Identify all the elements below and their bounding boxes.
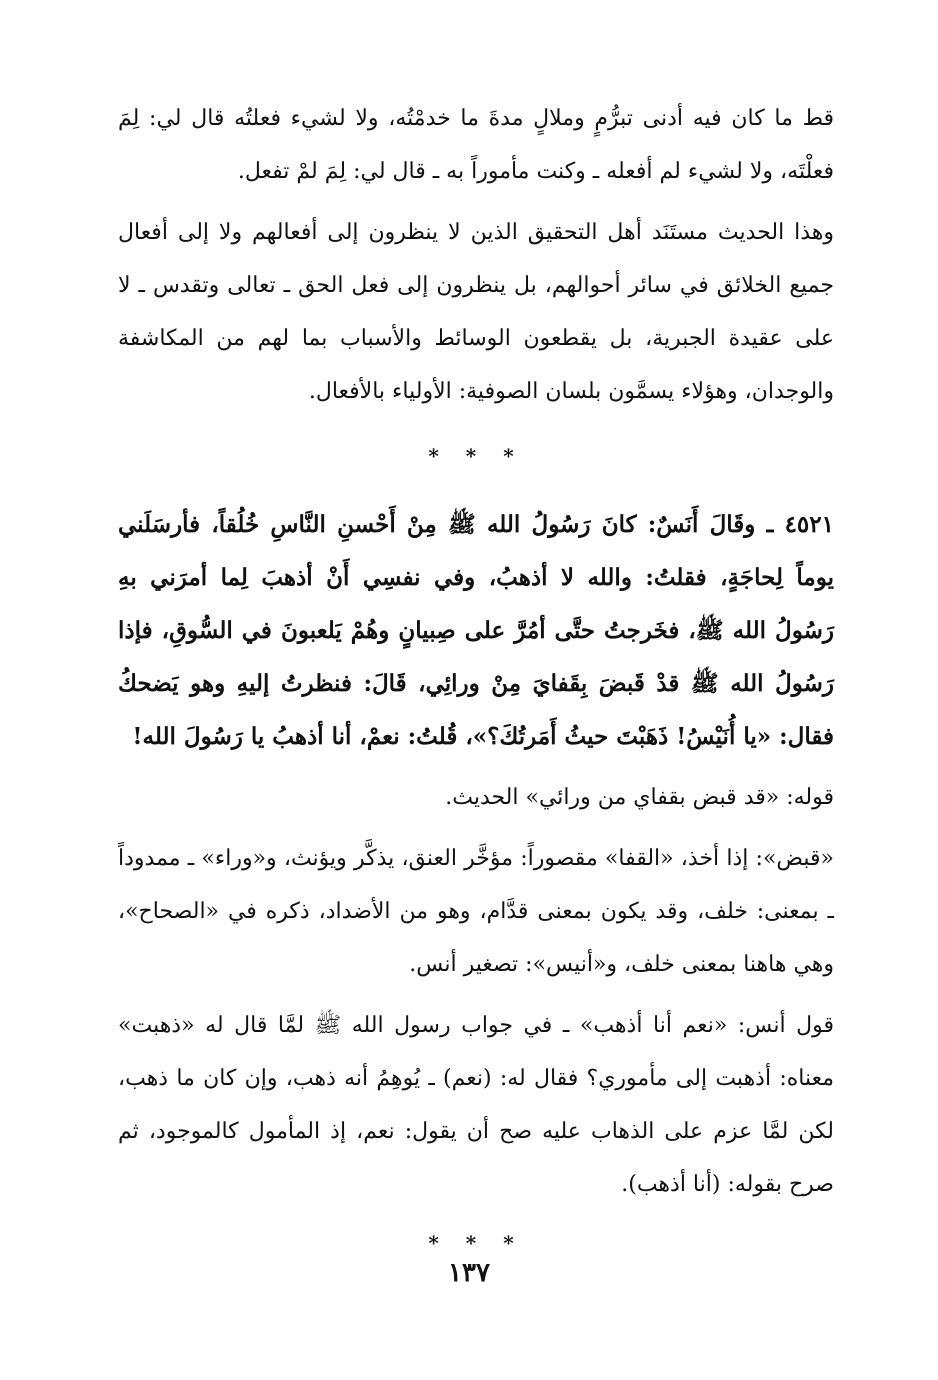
commentary-explanation: قول أنس: «نعم أنا أذهب» ـ في جواب رسول الله ﷺ لمَّا قال له «ذهبت» معناه: أذهبت إلى مأموري؟ فقال له: (نعم) ـ يُوهِمُ أنه ذهب، وإن كان ما ذهب، لكن لمَّا عزم على الذهاب عليه صح أن يقول: نعم، إذ المأمول كالموجود، ثم صرح بقوله: (أنا أذهب).: [118, 1013, 834, 1197]
commentary-heading: قوله: «قد قبض بقفاي من ورائي» الحديث.: [445, 785, 834, 810]
section-separator-end: * * *: [428, 1231, 524, 1255]
commentary-glossary: «قبض»: إذا أخذ، «القفا» مقصوراً: مؤخَّر العنق، يذكَّر ويؤنث، و«وراء» ـ ممدوداً ـ بمعنى: خلف، وقد يكون بمعنى قدَّام، وهو من الأضداد، ذكره في «الصحاح»، وهي هاهنا بمعنى خلف، و«أنيس»: تصغير أنس.: [118, 846, 834, 977]
hadith-text: ٤٥٢١ ـ وقَالَ أَنَسٌ: كانَ رَسُولُ الله ﷺ مِنْ أَحْسنِ النَّاسِ خُلُقاً، فأرسَلَني يوماً لِحاجَةٍ، فقلتُ: والله لا أذهبُ، وفي نفسِي أَنْ أذهبَ لِما أمرَني بهِ رَسُولُ الله ﷺ، فخَرجتُ حتَّى أمُرَّ على صِبيانٍ وهُمْ يَلعبونَ في السُّوقِ، فإذا رَسُولُ الله ﷺ قدْ قَبضَ بِقَفايَ مِنْ ورائِي، قَالَ: فنظرتُ إليهِ وهو يَضحكُ فقال: «يا أُنَيْسُ! ذَهَبْتَ حيثُ أَمَرتُكَ؟»، قُلتُ: نعمْ، أنا أذهبُ يا رَسُولَ الله!: [118, 511, 834, 750]
section-separator: * * *: [428, 444, 524, 468]
page-body: [118, 92, 834, 1255]
paragraph-explanation: وهذا الحديث مستَنَد أهل التحقيق الذين لا ينظرون إلى أفعالهم ولا إلى أفعال جميع الخلائق في سائر أحوالهم، بل ينظرون إلى فعل الحق ـ تعالى وتقدس ـ لا على عقيدة الجبرية، بل يقطعون الوسائط والأسباب بما لهم من المكاشفة والوجدان، وهؤلاء يسمَّون بلسان الصوفية: الأولياء بالأفعال.: [118, 220, 834, 404]
paragraph-continuation: قط ما كان فيه أدنى تبرُّمٍ وملالٍ مدةَ ما خدمْتُه، ولا لشيء فعلتُه قال لي: لِمَ فعلْتَه، ولا لشيء لم أفعله ـ وكنت مأموراً به ـ قال لي: لِمَ لمْ تفعل.: [118, 106, 834, 184]
page-number: ١٣٧: [448, 1258, 490, 1288]
